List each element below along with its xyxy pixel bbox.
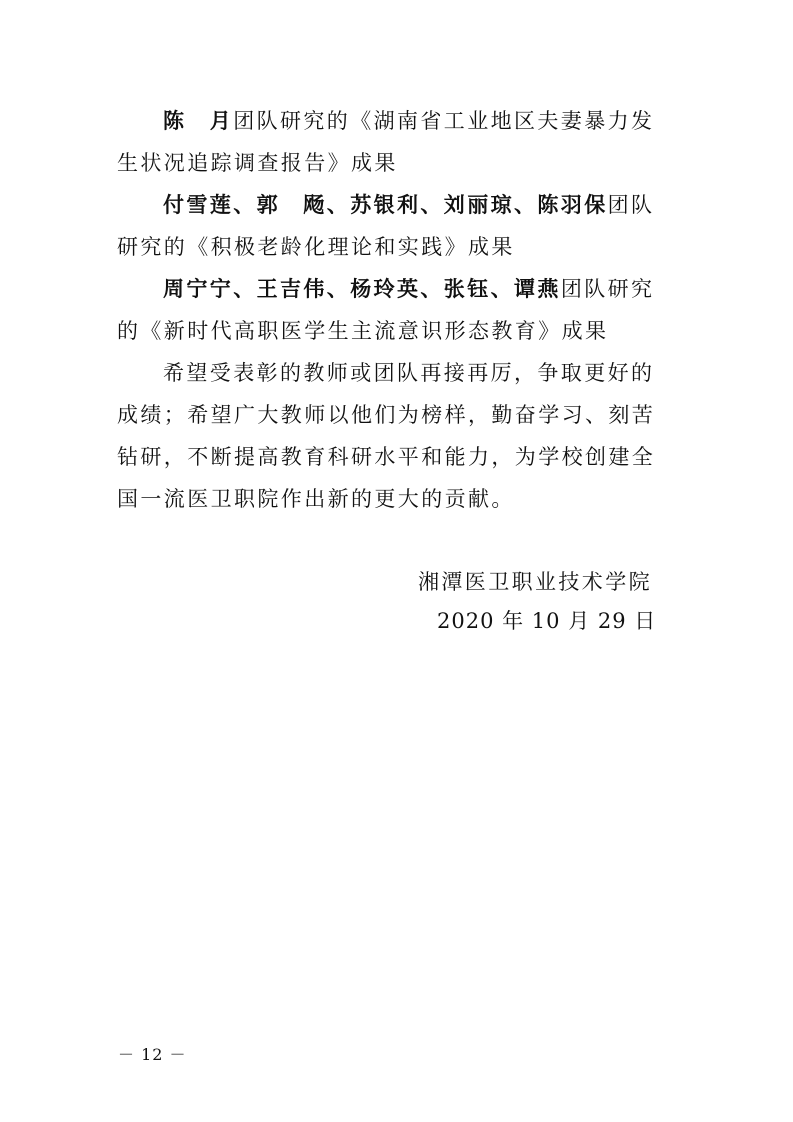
award-text: 团队研究的《湖南省工业地区夫妻暴力发生状况追踪调查报告》成果 [117, 109, 655, 175]
award-names: 周宁宁、王吉伟、杨玲英、张钰、谭燕 [163, 277, 561, 301]
page-number: － 12 － [118, 1045, 187, 1064]
award-entry-1 [117, 100, 677, 184]
award-text: 团队研究的《新时代高职医学生主流意识形态教育》成果 [117, 277, 655, 343]
closing-paragraph: 希望受表彰的教师或团队再接再厉，争取更好的成绩；希望广大教师以他们为榜样，勤奋学习、刻苦钻研，不断提高教育科研水平和能力，为学校创建全国一流医卫职院作出新的更大的贡献。 [117, 361, 656, 511]
award-entry-3 [117, 268, 677, 352]
document-body [117, 100, 677, 520]
signature-date: 2020 年 10 月 29 日 [437, 609, 657, 633]
award-names: 陈 月 [163, 109, 234, 133]
award-names: 付雪莲、郭 飏、苏银利、刘丽琼、陈羽保 [163, 193, 608, 217]
signature-organization: 湘潭医卫职业技术学院 [418, 570, 652, 594]
award-entry-2 [117, 184, 677, 268]
award-text: 团队研究的《积极老龄化理论和实践》成果 [117, 193, 655, 259]
